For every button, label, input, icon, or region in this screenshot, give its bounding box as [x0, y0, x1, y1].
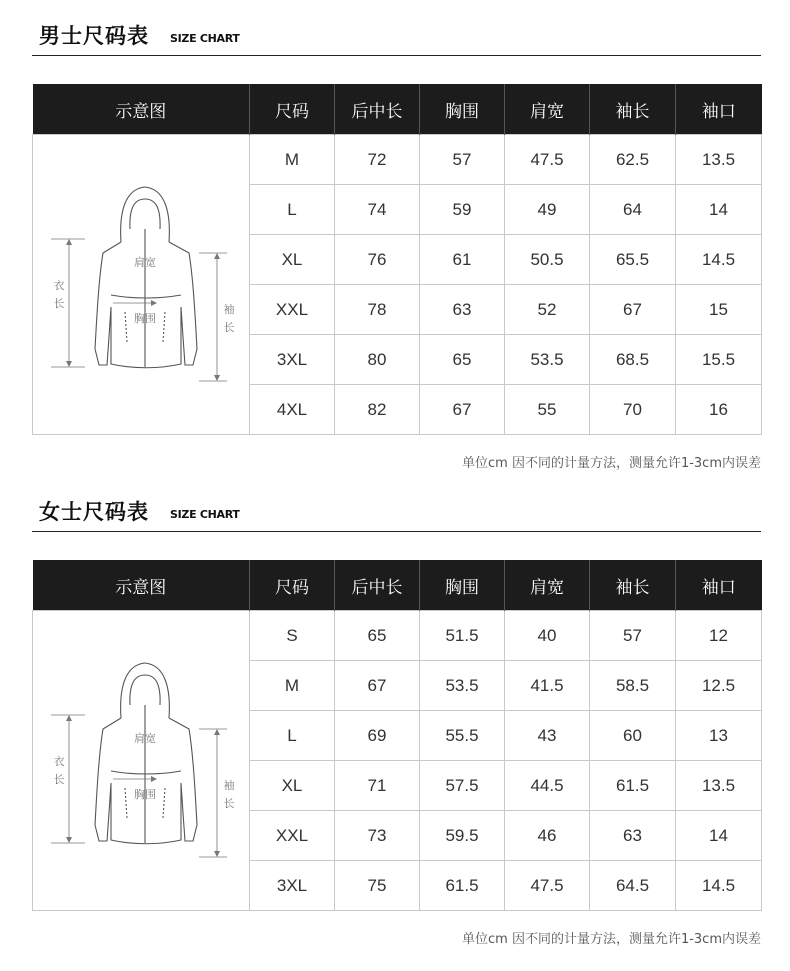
- cell-cuff: 14.5: [676, 235, 762, 285]
- diagram-label-shoulder: 肩宽: [134, 732, 156, 745]
- cell-chest: 57.5: [420, 761, 505, 811]
- cell-cuff: 14: [676, 811, 762, 861]
- cell-back-length: 73: [335, 811, 420, 861]
- diagram-label-shoulder: 肩宽: [134, 256, 156, 269]
- pocket-right: [163, 312, 165, 342]
- header-shoulder: 肩宽: [505, 560, 590, 611]
- diagram-label-length-1: 衣: [53, 279, 65, 292]
- cell-back-length: 71: [335, 761, 420, 811]
- cell-cuff: 12.5: [676, 661, 762, 711]
- hood-inner: [130, 199, 160, 229]
- diagram-label-sleeve-2: 长: [223, 797, 235, 810]
- cell-chest: 55.5: [420, 711, 505, 761]
- men-title-divider: [32, 55, 761, 56]
- cell-back-length: 74: [335, 185, 420, 235]
- pocket-left: [125, 788, 127, 818]
- hem-band: [111, 295, 181, 298]
- men-chart-title: 男士尺码表: [39, 24, 149, 48]
- cell-back-length: 65: [335, 611, 420, 661]
- cell-chest: 61.5: [420, 861, 505, 911]
- cell-sleeve-length: 68.5: [590, 335, 676, 385]
- jacket-diagram: [33, 613, 249, 903]
- header-shoulder: 肩宽: [505, 84, 590, 135]
- header-cuff: 袖口: [676, 84, 762, 135]
- cell-sleeve-length: 64.5: [590, 861, 676, 911]
- cell-shoulder: 44.5: [505, 761, 590, 811]
- pocket-right: [163, 788, 165, 818]
- cell-shoulder: 43: [505, 711, 590, 761]
- header-sleeve-length: 袖长: [590, 560, 676, 611]
- cell-sleeve-length: 62.5: [590, 135, 676, 185]
- cell-sleeve-length: 60: [590, 711, 676, 761]
- diagram-label-sleeve-1: 袖: [223, 779, 235, 792]
- cell-size: 4XL: [250, 385, 335, 435]
- women-measurement-note: 单位cm 因不同的计量方法，测量允许1-3cm内误差: [462, 932, 761, 947]
- cell-sleeve-length: 63: [590, 811, 676, 861]
- cell-cuff: 15.5: [676, 335, 762, 385]
- cell-sleeve-length: 65.5: [590, 235, 676, 285]
- men-measurement-note: 单位cm 因不同的计量方法，测量允许1-3cm内误差: [462, 456, 761, 471]
- cell-chest: 65: [420, 335, 505, 385]
- cell-shoulder: 46: [505, 811, 590, 861]
- header-cuff: 袖口: [676, 560, 762, 611]
- cell-size: S: [250, 611, 335, 661]
- cell-size: XXL: [250, 285, 335, 335]
- diagram-label-length-1: 衣: [53, 755, 65, 768]
- cell-size: 3XL: [250, 335, 335, 385]
- table-row: [33, 611, 762, 661]
- cell-chest: 67: [420, 385, 505, 435]
- header-chest: 胸围: [420, 560, 505, 611]
- cell-shoulder: 52: [505, 285, 590, 335]
- cell-chest: 59.5: [420, 811, 505, 861]
- table-header-row: [33, 560, 762, 611]
- cell-sleeve-length: 64: [590, 185, 676, 235]
- jacket-diagram-cell: [33, 135, 250, 435]
- cell-cuff: 14.5: [676, 861, 762, 911]
- women-title-divider: [32, 531, 761, 532]
- cell-back-length: 69: [335, 711, 420, 761]
- women-size-chart-section: [32, 488, 761, 958]
- cell-shoulder: 47.5: [505, 135, 590, 185]
- hood-inner: [130, 675, 160, 705]
- cell-cuff: 15: [676, 285, 762, 335]
- cell-chest: 61: [420, 235, 505, 285]
- header-diagram: 示意图: [33, 84, 250, 135]
- cell-size: XXL: [250, 811, 335, 861]
- men-size-chart-section: [32, 12, 761, 472]
- cell-sleeve-length: 58.5: [590, 661, 676, 711]
- cell-back-length: 76: [335, 235, 420, 285]
- cell-size: L: [250, 711, 335, 761]
- cell-size: 3XL: [250, 861, 335, 911]
- cell-sleeve-length: 57: [590, 611, 676, 661]
- cell-shoulder: 55: [505, 385, 590, 435]
- cell-size: M: [250, 661, 335, 711]
- cell-size: L: [250, 185, 335, 235]
- jacket-diagram: [33, 137, 249, 427]
- table-header-row: [33, 84, 762, 135]
- cell-shoulder: 47.5: [505, 861, 590, 911]
- header-back-length: 后中长: [335, 560, 420, 611]
- diagram-label-chest: 胸围: [134, 788, 156, 801]
- cell-back-length: 80: [335, 335, 420, 385]
- women-chart-title: 女士尺码表: [39, 500, 149, 524]
- men-chart-subtitle: SIZE CHART: [170, 32, 240, 45]
- cell-back-length: 82: [335, 385, 420, 435]
- cell-back-length: 78: [335, 285, 420, 335]
- cell-sleeve-length: 61.5: [590, 761, 676, 811]
- cell-shoulder: 41.5: [505, 661, 590, 711]
- diagram-label-sleeve-1: 袖: [223, 303, 235, 316]
- cell-sleeve-length: 67: [590, 285, 676, 335]
- cell-shoulder: 50.5: [505, 235, 590, 285]
- cell-chest: 63: [420, 285, 505, 335]
- diagram-label-sleeve-2: 长: [223, 321, 235, 334]
- cell-size: XL: [250, 761, 335, 811]
- cell-cuff: 13.5: [676, 761, 762, 811]
- table-row: [33, 135, 762, 185]
- cell-cuff: 16: [676, 385, 762, 435]
- women-title-row: [32, 488, 761, 528]
- cell-back-length: 75: [335, 861, 420, 911]
- cell-cuff: 14: [676, 185, 762, 235]
- cell-chest: 59: [420, 185, 505, 235]
- cell-shoulder: 53.5: [505, 335, 590, 385]
- cell-shoulder: 40: [505, 611, 590, 661]
- women-size-table: [32, 560, 762, 911]
- cell-chest: 51.5: [420, 611, 505, 661]
- cell-sleeve-length: 70: [590, 385, 676, 435]
- diagram-label-length-2: 长: [53, 773, 65, 786]
- cell-cuff: 13.5: [676, 135, 762, 185]
- cell-chest: 53.5: [420, 661, 505, 711]
- cell-shoulder: 49: [505, 185, 590, 235]
- cell-size: XL: [250, 235, 335, 285]
- header-size: 尺码: [250, 560, 335, 611]
- men-size-table: [32, 84, 762, 435]
- men-title-row: [32, 12, 761, 52]
- cell-cuff: 12: [676, 611, 762, 661]
- header-chest: 胸围: [420, 84, 505, 135]
- header-size: 尺码: [250, 84, 335, 135]
- pocket-left: [125, 312, 127, 342]
- women-chart-subtitle: SIZE CHART: [170, 508, 240, 521]
- header-sleeve-length: 袖长: [590, 84, 676, 135]
- diagram-label-length-2: 长: [53, 297, 65, 310]
- header-back-length: 后中长: [335, 84, 420, 135]
- header-diagram: 示意图: [33, 560, 250, 611]
- cell-chest: 57: [420, 135, 505, 185]
- jacket-diagram-cell: [33, 611, 250, 911]
- cell-cuff: 13: [676, 711, 762, 761]
- cell-back-length: 72: [335, 135, 420, 185]
- cell-size: M: [250, 135, 335, 185]
- cell-back-length: 67: [335, 661, 420, 711]
- hem-band: [111, 771, 181, 774]
- diagram-label-chest: 胸围: [134, 312, 156, 325]
